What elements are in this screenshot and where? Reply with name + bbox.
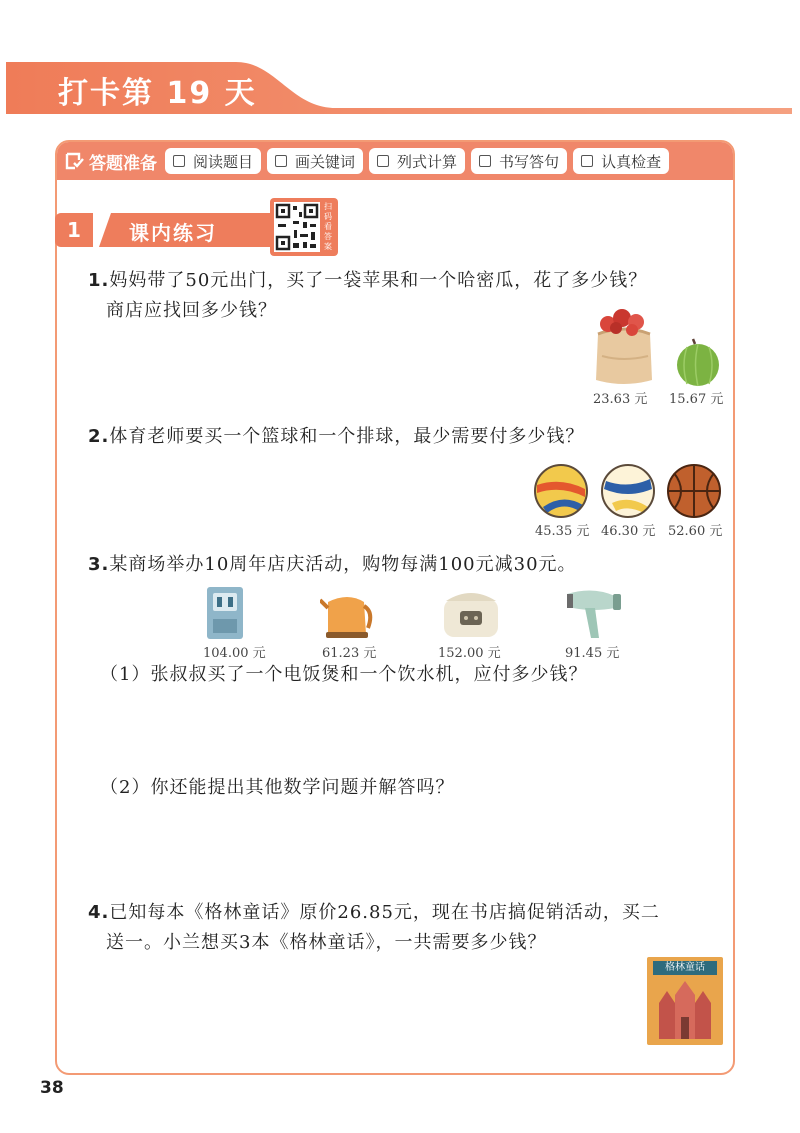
question-4-line-2: 送一。小兰想买3本《格林童话》，一共需要多少钱？: [106, 932, 547, 953]
price-label: 61.23 元: [322, 646, 377, 661]
question-3-text: 某商场举办10周年店庆活动，购物每满100元减30元。: [109, 554, 577, 575]
page-number: 38: [40, 1078, 64, 1098]
basketball-image: [666, 463, 722, 519]
hair-dryer-image: [563, 586, 623, 642]
book-title: 格林童话: [665, 962, 705, 973]
question-3-part-1: （1）张叔叔买了一个电饭煲和一个饮水机，应付多少钱？: [100, 664, 588, 685]
prep-item-keywords[interactable]: 画关键词: [267, 148, 363, 174]
question-1-line-2: 商店应找回多少钱？: [106, 300, 277, 321]
kettle-image: [320, 588, 376, 640]
prep-item-write[interactable]: 书写答句: [471, 148, 567, 174]
qr-code-badge[interactable]: [270, 198, 338, 256]
question-4-text: 已知每本《格林童话》原价26.85元，现在书店搞促销活动，买二: [109, 902, 660, 923]
question-1: 1.妈妈带了50元出门，买了一袋苹果和一个哈密瓜，花了多少钱？: [88, 270, 648, 291]
price-label: 152.00 元: [438, 646, 501, 661]
question-2-text: 体育老师要买一个篮球和一个排球，最少需要付多少钱？: [109, 426, 585, 447]
price-label: 91.45 元: [565, 646, 620, 661]
prep-title: 答题准备: [65, 149, 157, 174]
price-label: 104.00 元: [203, 646, 266, 661]
checkbox[interactable]: [479, 155, 491, 167]
volleyball-image-1: [533, 463, 589, 519]
qr-code-icon[interactable]: [274, 202, 320, 252]
question-3-part-2: （2）你还能提出其他数学问题并解答吗？: [100, 777, 455, 798]
apple-bag-image: [592, 306, 656, 386]
checkbox[interactable]: [173, 155, 185, 167]
answer-prep-bar: [57, 142, 733, 180]
banner-title: 打卡第 19 天: [58, 76, 257, 111]
checkbox[interactable]: [581, 155, 593, 167]
rice-cooker-image: [440, 583, 502, 641]
prep-item-calc[interactable]: 列式计算: [369, 148, 465, 174]
checkbox[interactable]: [377, 155, 389, 167]
price-label: 46.30 元: [601, 524, 656, 539]
price-label: 15.67 元: [669, 392, 724, 407]
qr-label: 扫码看答案: [324, 202, 332, 251]
checkbox[interactable]: [275, 155, 287, 167]
checklist-icon: [65, 152, 85, 170]
section-label: 课内练习: [99, 213, 309, 247]
day-banner: [6, 62, 792, 114]
price-label: 52.60 元: [668, 524, 723, 539]
water-dispenser-image: [205, 585, 245, 641]
section-number: 1: [55, 213, 93, 247]
question-2: 2.体育老师要买一个篮球和一个排球，最少需要付多少钱？: [88, 426, 585, 447]
price-label: 23.63 元: [593, 392, 648, 407]
book-image: [645, 955, 725, 1047]
question-4: 4.已知每本《格林童话》原价26.85元，现在书店搞促销活动，买二: [88, 902, 660, 923]
prep-item-check[interactable]: 认真检查: [573, 148, 669, 174]
volleyball-image-2: [600, 463, 656, 519]
prep-item-read[interactable]: 阅读题目: [165, 148, 261, 174]
question-3: 3.某商场举办10周年店庆活动，购物每满100元减30元。: [88, 554, 577, 575]
melon-image: [675, 338, 721, 388]
price-label: 45.35 元: [535, 524, 590, 539]
question-1-text: 妈妈带了50元出门，买了一袋苹果和一个哈密瓜，花了多少钱？: [109, 270, 648, 291]
